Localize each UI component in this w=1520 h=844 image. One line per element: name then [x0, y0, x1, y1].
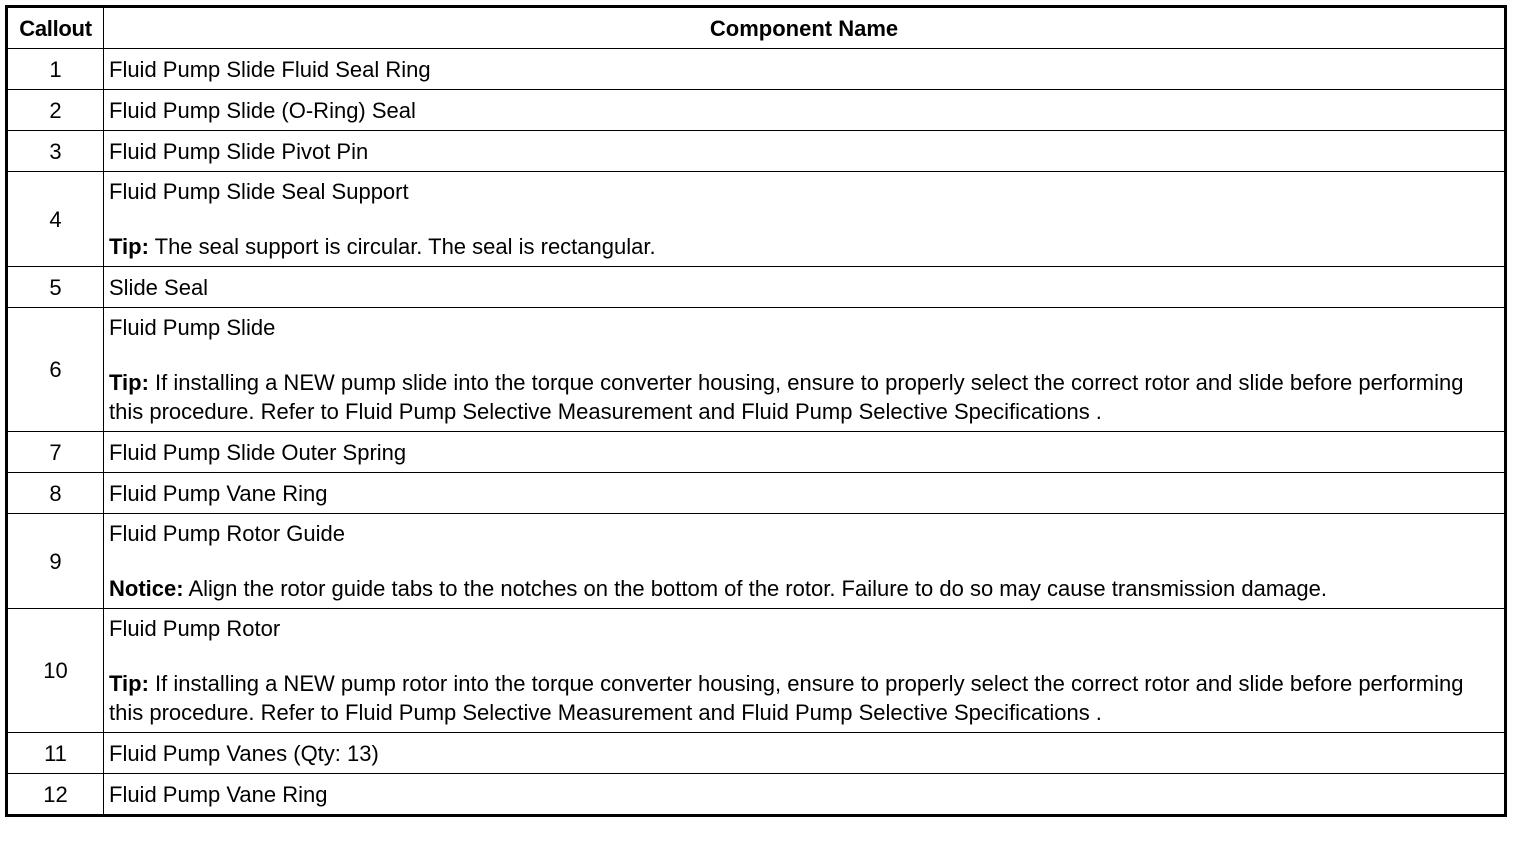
note-label: Notice:: [109, 576, 184, 601]
notice-note: [109, 574, 1500, 608]
table-row: [7, 131, 1506, 172]
callout-cell: 6: [7, 308, 104, 432]
tip-note: [109, 368, 1500, 431]
table-row: [7, 514, 1506, 609]
note-text: If installing a NEW pump slide into the torque converter housing, ensure to properly select the correct rotor and slide before performing this procedure. Refer to Fluid Pump Selective Measurement and Fluid Pump Selective Specifications .: [109, 370, 1464, 424]
component-name-cell: Fluid Pump Slide (O-Ring) Seal: [104, 90, 1506, 131]
component-name-cell: Fluid Pump Slide Pivot Pin: [104, 131, 1506, 172]
component-name-cell: [104, 172, 1506, 267]
tip-note: [109, 669, 1500, 732]
component-name: Fluid Pump Slide: [109, 315, 276, 340]
component-name-cell: [104, 308, 1506, 432]
table-row: [7, 49, 1506, 90]
table-row: [7, 172, 1506, 267]
component-table: [5, 5, 1507, 817]
callout-cell: 10: [7, 609, 104, 733]
component-name-cell: [104, 514, 1506, 609]
callout-cell: 7: [7, 432, 104, 473]
note-label: Tip:: [109, 370, 149, 395]
callout-cell: 4: [7, 172, 104, 267]
note-label: Tip:: [109, 671, 149, 696]
table-row: [7, 473, 1506, 514]
table-row: [7, 774, 1506, 816]
table-row: [7, 267, 1506, 308]
component-name: Fluid Pump Slide Seal Support: [109, 179, 409, 204]
callout-cell: 8: [7, 473, 104, 514]
component-name: Fluid Pump Rotor: [109, 616, 281, 641]
callout-cell: 9: [7, 514, 104, 609]
column-header-component-name: Component Name: [104, 7, 1506, 49]
column-header-callout: Callout: [7, 7, 104, 49]
component-name-cell: Fluid Pump Slide Fluid Seal Ring: [104, 49, 1506, 90]
component-name-cell: Fluid Pump Vanes (Qty: 13): [104, 733, 1506, 774]
component-name-cell: Fluid Pump Vane Ring: [104, 473, 1506, 514]
component-name-cell: Fluid Pump Vane Ring: [104, 774, 1506, 816]
callout-cell: 3: [7, 131, 104, 172]
table-row: [7, 432, 1506, 473]
table-header-row: [7, 7, 1506, 49]
table-row: [7, 609, 1506, 733]
component-name-cell: Fluid Pump Slide Outer Spring: [104, 432, 1506, 473]
table-row: [7, 733, 1506, 774]
table-row: [7, 308, 1506, 432]
note-text: The seal support is circular. The seal is rectangular.: [148, 234, 656, 259]
table-row: [7, 90, 1506, 131]
note-text: If installing a NEW pump rotor into the torque converter housing, ensure to properly select the correct rotor and slide before performing this procedure. Refer to Fluid Pump Selective Measurement and Fluid Pump Selective Specifications .: [109, 671, 1464, 725]
callout-cell: 1: [7, 49, 104, 90]
component-name: Fluid Pump Rotor Guide: [109, 521, 345, 546]
note-text: Align the rotor guide tabs to the notches on the bottom of the rotor. Failure to do so may cause transmission damage.: [183, 576, 1327, 601]
note-label: Tip:: [109, 234, 149, 259]
callout-cell: 12: [7, 774, 104, 816]
callout-cell: 11: [7, 733, 104, 774]
callout-cell: 2: [7, 90, 104, 131]
component-name-cell: Slide Seal: [104, 267, 1506, 308]
component-name-cell: [104, 609, 1506, 733]
callout-cell: 5: [7, 267, 104, 308]
tip-note: [109, 232, 1500, 266]
